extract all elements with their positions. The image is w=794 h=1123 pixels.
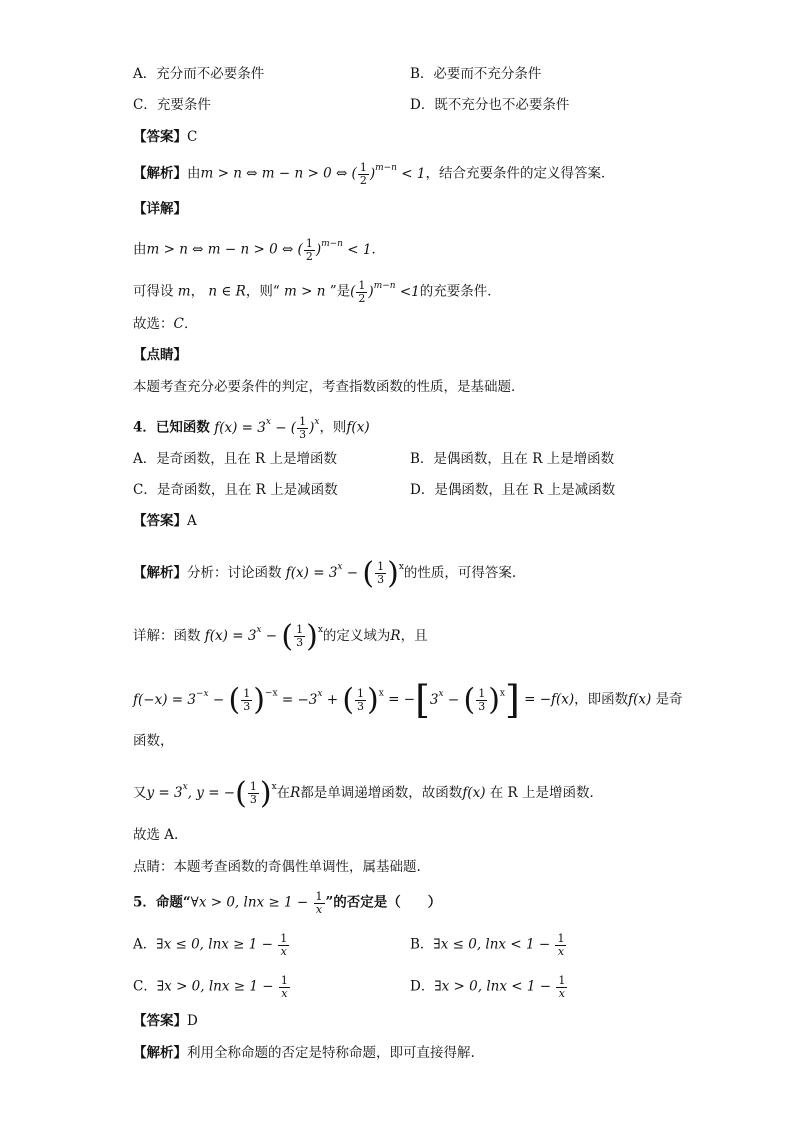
answer-value: C: [187, 129, 198, 145]
q3-detail-line1: 由m > n ⇔ m − n > 0 ⇔ ( $\frac{1}{2}$ )$^{m-n}$ < 1．: [133, 237, 385, 263]
fraction: $\frac{1}{2}$: [359, 161, 367, 187]
formula: m > n ⇔ m − n > 0 ⇔ (: [146, 241, 303, 258]
q5-option-a: A．∃x ≤ 0, lnx ≥ 1 − $\frac{1}{x}$: [133, 932, 288, 958]
fraction: $\frac{1}{3}$: [299, 415, 307, 441]
q3-comment: 本题考查充分必要条件的判定，考查指数函数的性质，是基础题．: [133, 379, 525, 395]
fraction: $\frac{1}{3}$: [296, 623, 304, 649]
q3-analysis: 【解析】由m > n ⇔ m − n > 0 ⇔ ( $\frac{1}{2}$ )$^{m-n}$ < 1，结合充要条件的定义得答案．: [133, 161, 615, 187]
q5-analysis: 【解析】利用全称命题的否定是特称命题，即可直接得解.: [133, 1045, 475, 1061]
fraction: $\frac{1}{3}$: [377, 560, 385, 586]
fraction: $\frac{1}{3}$: [478, 687, 486, 713]
fraction: $\frac{1}{x}$: [558, 974, 566, 1000]
q5-answer: 【答案】D: [133, 1013, 198, 1029]
answer-label: 【答案】: [133, 129, 187, 145]
q3-answer: [133, 131, 197, 145]
fraction: $\frac{1}{x}$: [280, 974, 288, 1000]
formula: m > n ⇔ m − n > 0 ⇔ (: [200, 165, 357, 182]
fraction: $\frac{1}{3}$: [357, 687, 365, 713]
q5-option-c: C．∃x > 0, lnx ≥ 1 − $\frac{1}{x}$: [133, 974, 288, 1000]
analysis-text: ，结合充要条件的定义得答案．: [425, 165, 615, 182]
fraction: $\frac{1}{x}$: [315, 890, 323, 916]
q4-stem: 4．已知函数 $f(x) = 3^x$ − ( $\frac{1}{3}$ )$^x$，则f(x): [133, 415, 370, 441]
analysis-label: 【解析】: [133, 165, 187, 182]
fraction: $\frac{1}{3}$: [243, 687, 251, 713]
q4-option-b: B．是偶函数，且在 R 上是增函数: [410, 451, 615, 467]
fraction: $\frac{1}{3}$: [249, 780, 257, 806]
q4-conclusion: 故选 A.: [133, 827, 179, 843]
q5-option-d: D．∃x > 0, lnx < 1 − $\frac{1}{x}$: [410, 974, 566, 1000]
fraction: $\frac{1}{x}$: [557, 932, 565, 958]
analysis-text: 由: [187, 165, 201, 182]
q3-option-b: B．必要而不充分条件: [410, 66, 542, 82]
q4-comment: 点睛：本题考查函数的奇偶性单调性，属基础题.: [133, 859, 421, 875]
q3-option-d: D．既不充分也不必要条件: [410, 97, 570, 113]
q3-option-a: A．充分而不必要条件: [133, 66, 265, 82]
q4-odd-proof: $f(-x) = 3^{-x}$ − ( $\frac{1}{3}$ )$^{-x} = -3^x$ + ( $\frac{1}{3}$ )$^x = -[3^x$ − ( $\frac{1}{3}$ )$^x$] = −f(x)，即函数f(x) 是奇: [133, 678, 683, 722]
q4-option-d: D．是偶函数，且在 R 上是减函数: [410, 482, 616, 498]
fraction: $\frac{1}{2}$: [358, 279, 366, 305]
q4-answer: 【答案】A: [133, 513, 197, 529]
q4-detail: 详解：函数 $f(x) = 3^x$ − ( $\frac{1}{3}$ )$^x$的定义域为R，且: [133, 619, 428, 654]
q3-comment-label: 【点睛】: [133, 347, 187, 363]
q4-option-c: C．是奇函数，且在 R 上是减函数: [133, 482, 338, 498]
q3-conclusion: 故选：C．: [133, 316, 198, 332]
q5-option-b: B．∃x ≤ 0, lnx < 1 − $\frac{1}{x}$: [410, 932, 565, 958]
q4-odd-proof-tail: 函数，: [133, 733, 174, 749]
q3-option-c: C．充要条件: [133, 97, 211, 113]
q3-detail-line2: 可得设 m， n ∈ R，则“ m > n ”是( $\frac{1}{2}$ )$^{m-n}$ <1的充要条件．: [133, 279, 501, 305]
q4-analysis: 【解析】分析：讨论函数 $f(x) = 3^x$ − ( $\frac{1}{3}$ )$^x$的性质，可得答案.: [133, 556, 517, 591]
fraction: $\frac{1}{2}$: [305, 237, 313, 263]
q5-stem: 5．命题“∀x > 0, lnx ≥ 1 − $\frac{1}{x}$ ”的否定是（ ）: [133, 890, 442, 916]
q3-detail-label: 【详解】: [133, 201, 187, 217]
fraction: $\frac{1}{x}$: [280, 932, 288, 958]
q4-option-a: A．是奇函数，且在 R 上是增函数: [133, 451, 337, 467]
q4-monotonic: 又$y = 3^x$, y = −( $\frac{1}{3}$ )$^x$在R都是单调递增函数，故函数f(x) 在 R 上是增函数．: [133, 776, 604, 811]
